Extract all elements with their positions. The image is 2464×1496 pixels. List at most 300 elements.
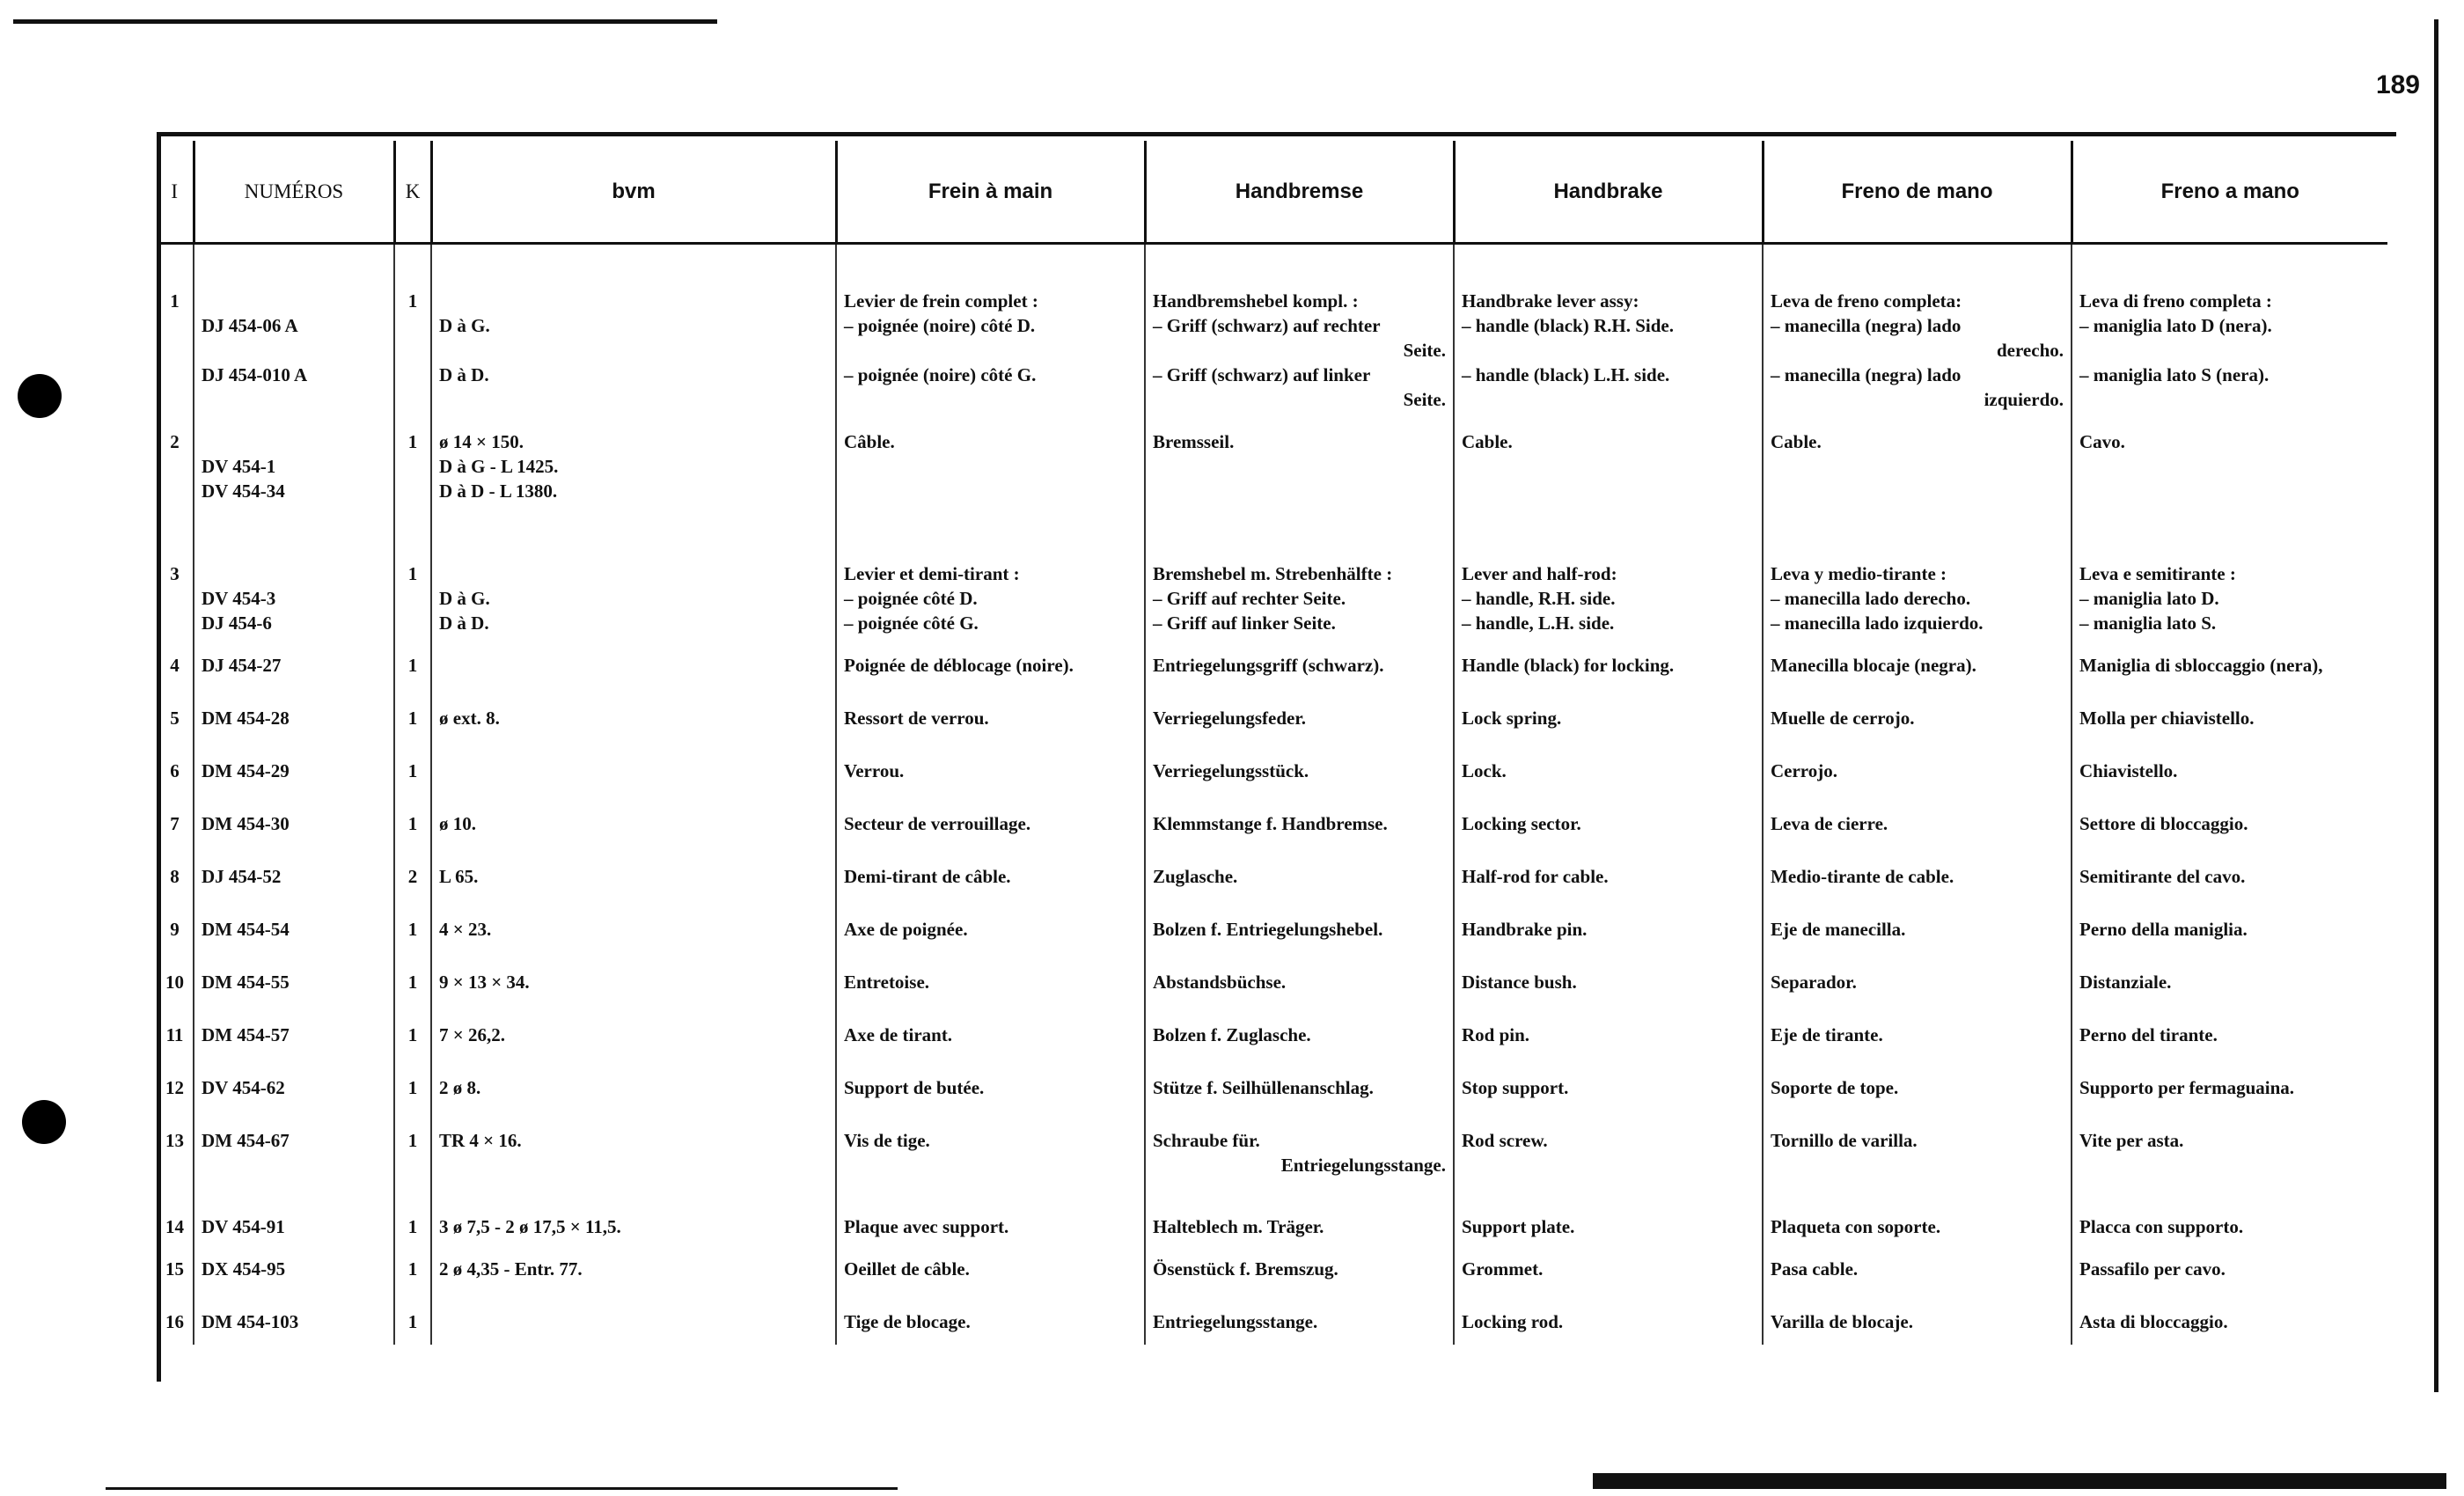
cell-spanish — [1763, 1292, 2072, 1345]
cell-spanish — [1763, 688, 2072, 741]
cell-bvm — [431, 1111, 836, 1181]
cell-index — [157, 847, 194, 899]
header-english: Handbrake — [1454, 141, 1763, 244]
cell-k — [394, 1292, 431, 1345]
cell-line: Eje de manecilla. — [1771, 919, 1906, 940]
cell-line: 1 — [407, 1258, 418, 1280]
cell-line: Vite per asta. — [2079, 1130, 2184, 1151]
cell-line: ø ext. 8. — [439, 708, 500, 729]
cell-line: – Griff auf linker Seite. — [1153, 612, 1336, 634]
cell-line — [439, 289, 828, 313]
cell-line: Entriegelungsstange. — [1153, 1311, 1318, 1332]
cell-german — [1145, 688, 1454, 741]
cell-index — [157, 517, 194, 635]
cell-italian — [2072, 635, 2387, 688]
cell-line: 13 — [165, 1130, 184, 1151]
cell-italian — [2072, 1111, 2387, 1181]
cell-numeros — [194, 635, 394, 688]
cell-line: – manecilla (negra) lado — [1771, 364, 1962, 385]
cell-spanish — [1763, 635, 2072, 688]
cell-line: D à G. — [439, 315, 490, 336]
cell-line: Bolzen f. Zuglasche. — [1153, 1024, 1311, 1045]
cell-numeros — [194, 1239, 394, 1292]
cell-line: DM 454-67 — [202, 1130, 290, 1151]
cell-line: Perno del tirante. — [2079, 1024, 2218, 1045]
cell-line: Leva di freno completa : — [2079, 290, 2272, 312]
cell-line: 9 — [170, 919, 180, 940]
cell-italian — [2072, 688, 2387, 741]
cell-french — [836, 952, 1145, 1005]
cell-k — [394, 1111, 431, 1181]
cell-index — [157, 1005, 194, 1058]
cell-bvm — [431, 899, 836, 952]
top-left-rule — [13, 19, 717, 24]
cell-line: 16 — [165, 1311, 184, 1332]
cell-line: – manecilla lado izquierdo. — [1771, 612, 1984, 634]
cell-italian — [2072, 244, 2387, 413]
table-row — [157, 1058, 2387, 1111]
cell-german — [1145, 1005, 1454, 1058]
cell-german — [1145, 244, 1454, 413]
cell-line: 11 — [165, 1024, 184, 1045]
table-body — [157, 244, 2387, 1346]
cell-line: Cerrojo. — [1771, 760, 1837, 781]
cell-line: Plaque avec support. — [844, 1216, 1009, 1237]
cell-line: Bremsseil. — [1153, 431, 1235, 452]
cell-line: Oeillet de câble. — [844, 1258, 970, 1280]
table-row — [157, 244, 2387, 413]
cell-line: Rod pin. — [1462, 1024, 1530, 1045]
cell-bvm — [431, 1058, 836, 1111]
cell-line: DJ 454-6 — [202, 612, 272, 634]
cell-line: Half-rod for cable. — [1462, 866, 1609, 887]
cell-line: 1 — [407, 563, 418, 584]
cell-k — [394, 412, 431, 517]
cell-k — [394, 1058, 431, 1111]
cell-line — [439, 338, 828, 363]
cell-bvm — [431, 517, 836, 635]
cell-bvm — [431, 688, 836, 741]
cell-k — [394, 635, 431, 688]
cell-line: Cable. — [1771, 431, 1822, 452]
cell-line: – maniglia lato S (nera). — [2079, 364, 2270, 385]
cell-line: 1 — [407, 1130, 418, 1151]
cell-german — [1145, 1181, 1454, 1239]
cell-line: Lock spring. — [1462, 708, 1562, 729]
cell-line: 1 — [407, 290, 418, 312]
cell-line: izquierdo. — [1984, 389, 2064, 410]
cell-line: DV 454-91 — [202, 1216, 285, 1237]
cell-numeros — [194, 517, 394, 635]
cell-line — [844, 338, 1137, 363]
table-row — [157, 1292, 2387, 1345]
cell-line: DM 454-54 — [202, 919, 290, 940]
cell-k — [394, 517, 431, 635]
cell-line: Pasa cable. — [1771, 1258, 1859, 1280]
cell-line: Manecilla blocaje (negra). — [1771, 655, 1976, 676]
cell-bvm — [431, 635, 836, 688]
cell-line: 8 — [170, 866, 180, 887]
cell-index — [157, 1292, 194, 1345]
cell-line: 1 — [407, 708, 418, 729]
header-italian: Freno a mano — [2072, 141, 2387, 244]
cell-line: Tige de blocage. — [844, 1311, 971, 1332]
cell-line: Leva e semitirante : — [2079, 563, 2236, 584]
cell-german — [1145, 412, 1454, 517]
cell-line — [439, 1309, 828, 1334]
cell-line: – Griff (schwarz) auf rechter — [1153, 315, 1381, 336]
cell-line: – poignée côté D. — [844, 588, 978, 609]
cell-french — [836, 741, 1145, 794]
cell-line: Grommet. — [1462, 1258, 1544, 1280]
cell-spanish — [1763, 244, 2072, 413]
cell-french — [836, 635, 1145, 688]
cell-line: 3 — [170, 563, 180, 584]
cell-line: ø 10. — [439, 813, 476, 834]
cell-line: – handle (black) R.H. Side. — [1462, 315, 1674, 336]
cell-line: Locking sector. — [1462, 813, 1581, 834]
cell-bvm — [431, 1292, 836, 1345]
cell-french — [836, 244, 1145, 413]
bottom-rule-thick — [1593, 1473, 2446, 1489]
cell-k — [394, 1239, 431, 1292]
cell-french — [836, 412, 1145, 517]
table-row — [157, 1239, 2387, 1292]
cell-bvm — [431, 1181, 836, 1239]
cell-bvm — [431, 741, 836, 794]
cell-german — [1145, 635, 1454, 688]
cell-index — [157, 1058, 194, 1111]
cell-line: DM 454-30 — [202, 813, 290, 834]
cell-bvm — [431, 794, 836, 847]
cell-k — [394, 952, 431, 1005]
cell-line: 1 — [407, 972, 418, 993]
cell-line: Câble. — [844, 431, 895, 452]
header-french: Frein à main — [836, 141, 1145, 244]
cell-line: 2 — [407, 866, 418, 887]
punch-hole-bottom — [22, 1100, 66, 1144]
cell-k — [394, 741, 431, 794]
cell-line: DM 454-55 — [202, 972, 290, 993]
cell-line: D à D. — [439, 612, 489, 634]
table-row — [157, 412, 2387, 517]
cell-line: – maniglia lato D. — [2079, 588, 2219, 609]
cell-line: Abstandsbüchse. — [1153, 972, 1287, 993]
punch-hole-top — [18, 374, 62, 418]
cell-index — [157, 244, 194, 413]
cell-italian — [2072, 1292, 2387, 1345]
cell-line: 6 — [170, 760, 180, 781]
cell-index — [157, 635, 194, 688]
cell-italian — [2072, 517, 2387, 635]
cell-english — [1454, 1058, 1763, 1111]
cell-line — [202, 338, 386, 363]
cell-spanish — [1763, 1239, 2072, 1292]
cell-italian — [2072, 1005, 2387, 1058]
cell-numeros — [194, 847, 394, 899]
cell-line: Rod screw. — [1462, 1130, 1548, 1151]
cell-line: Perno della maniglia. — [2079, 919, 2248, 940]
cell-english — [1454, 1239, 1763, 1292]
cell-english — [1454, 952, 1763, 1005]
cell-line: – poignée (noire) côté D. — [844, 315, 1036, 336]
table-row — [157, 899, 2387, 952]
cell-line: DV 454-62 — [202, 1077, 285, 1098]
table-row — [157, 1111, 2387, 1181]
cell-italian — [2072, 412, 2387, 517]
cell-line: Zuglasche. — [1153, 866, 1238, 887]
table-row — [157, 847, 2387, 899]
cell-line: DJ 454-52 — [202, 866, 282, 887]
cell-line: Semitirante del cavo. — [2079, 866, 2246, 887]
cell-index — [157, 952, 194, 1005]
bottom-rule-thin — [106, 1487, 898, 1490]
cell-index — [157, 688, 194, 741]
cell-k — [394, 794, 431, 847]
cell-line: D à D. — [439, 364, 489, 385]
cell-italian — [2072, 741, 2387, 794]
cell-line: Handbremshebel kompl. : — [1153, 290, 1359, 312]
cell-spanish — [1763, 952, 2072, 1005]
cell-line: Axe de tirant. — [844, 1024, 953, 1045]
cell-line: Cavo. — [2079, 431, 2125, 452]
cell-line: Stop support. — [1462, 1077, 1569, 1098]
cell-german — [1145, 517, 1454, 635]
cell-line — [1462, 338, 1755, 363]
cell-line — [439, 759, 828, 783]
cell-spanish — [1763, 847, 2072, 899]
header-index: I — [157, 141, 194, 244]
cell-german — [1145, 1111, 1454, 1181]
cell-line: 1 — [407, 1077, 418, 1098]
cell-line: DJ 454-06 A — [202, 315, 298, 336]
cell-line: DM 454-28 — [202, 708, 290, 729]
cell-numeros — [194, 1181, 394, 1239]
cell-french — [836, 688, 1145, 741]
cell-english — [1454, 412, 1763, 517]
cell-numeros — [194, 794, 394, 847]
cell-line: 3 ø 7,5 - 2 ø 17,5 × 11,5. — [439, 1216, 621, 1237]
cell-line: 5 — [170, 708, 180, 729]
cell-line: Support de butée. — [844, 1077, 985, 1098]
cell-german — [1145, 952, 1454, 1005]
cell-index — [157, 1111, 194, 1181]
cell-line: Separador. — [1771, 972, 1857, 993]
cell-line: 10 — [165, 972, 184, 993]
cell-english — [1454, 741, 1763, 794]
cell-french — [836, 1292, 1145, 1345]
cell-line: – Griff (schwarz) auf linker — [1153, 364, 1371, 385]
cell-numeros — [194, 1292, 394, 1345]
header-german: Handbremse — [1145, 141, 1454, 244]
cell-line: Handbrake pin. — [1462, 919, 1588, 940]
table-row — [157, 517, 2387, 635]
cell-k — [394, 847, 431, 899]
cell-italian — [2072, 952, 2387, 1005]
cell-bvm — [431, 952, 836, 1005]
cell-line: 1 — [170, 290, 180, 312]
cell-line: Verriegelungsstück. — [1153, 760, 1309, 781]
header-row — [157, 141, 2387, 244]
cell-line: TR 4 × 16. — [439, 1130, 522, 1151]
cell-line: DM 454-29 — [202, 760, 290, 781]
cell-line: DV 454-34 — [202, 480, 285, 502]
cell-english — [1454, 899, 1763, 952]
cell-line: Stütze f. Seilhüllenanschlag. — [1153, 1077, 1374, 1098]
cell-english — [1454, 688, 1763, 741]
cell-line: 1 — [407, 655, 418, 676]
cell-numeros — [194, 1111, 394, 1181]
cell-k — [394, 899, 431, 952]
cell-line: Asta di bloccaggio. — [2079, 1311, 2228, 1332]
cell-line: – maniglia lato S. — [2079, 612, 2217, 634]
cell-english — [1454, 635, 1763, 688]
cell-bvm — [431, 1239, 836, 1292]
cell-line: Eje de tirante. — [1771, 1024, 1883, 1045]
cell-english — [1454, 1005, 1763, 1058]
cell-english — [1454, 244, 1763, 413]
cell-line: Maniglia di sbloccaggio (nera), — [2079, 655, 2323, 676]
cell-italian — [2072, 847, 2387, 899]
cell-line: 15 — [165, 1258, 184, 1280]
cell-line: Medio-tirante de cable. — [1771, 866, 1954, 887]
cell-line: 14 — [165, 1216, 184, 1237]
cell-line: Entriegelungsstange. — [1280, 1155, 1446, 1176]
header-spanish: Freno de mano — [1763, 141, 2072, 244]
cell-line: Muelle de cerrojo. — [1771, 708, 1915, 729]
cell-english — [1454, 517, 1763, 635]
cell-line: Seite. — [1403, 340, 1446, 361]
cell-numeros — [194, 1005, 394, 1058]
cell-line: Lever and half-rod: — [1462, 563, 1617, 584]
cell-line: – handle, L.H. side. — [1462, 612, 1615, 634]
cell-italian — [2072, 794, 2387, 847]
right-edge-rule — [2434, 19, 2438, 1392]
cell-french — [836, 899, 1145, 952]
cell-index — [157, 1239, 194, 1292]
table-row — [157, 635, 2387, 688]
cell-line — [439, 653, 828, 678]
table-row — [157, 952, 2387, 1005]
cell-k — [394, 244, 431, 413]
cell-line: – maniglia lato D (nera). — [2079, 315, 2272, 336]
cell-spanish — [1763, 741, 2072, 794]
cell-line: D à G. — [439, 588, 490, 609]
cell-spanish — [1763, 1111, 2072, 1181]
cell-line: Plaqueta con soporte. — [1771, 1216, 1941, 1237]
cell-line: Seite. — [1403, 389, 1446, 410]
cell-index — [157, 794, 194, 847]
cell-index — [157, 899, 194, 952]
cell-line: Levier et demi-tirant : — [844, 563, 1020, 584]
cell-line: Handle (black) for locking. — [1462, 655, 1675, 676]
cell-italian — [2072, 1239, 2387, 1292]
cell-french — [836, 1181, 1145, 1239]
table-row — [157, 1181, 2387, 1239]
cell-line: Support plate. — [1462, 1216, 1575, 1237]
cell-english — [1454, 1181, 1763, 1239]
cell-numeros — [194, 899, 394, 952]
cell-line: DJ 454-27 — [202, 655, 282, 676]
cell-line: Bolzen f. Entriegelungshebel. — [1153, 919, 1383, 940]
cell-english — [1454, 1111, 1763, 1181]
cell-line: Secteur de verrouillage. — [844, 813, 1031, 834]
cell-line — [202, 561, 386, 586]
cell-line: DM 454-57 — [202, 1024, 290, 1045]
cell-line: Verrou. — [844, 760, 905, 781]
cell-line: Molla per chiavistello. — [2079, 708, 2255, 729]
cell-line: 7 × 26,2. — [439, 1024, 505, 1045]
cell-french — [836, 1239, 1145, 1292]
cell-numeros — [194, 412, 394, 517]
cell-line: DV 454-1 — [202, 456, 276, 477]
cell-line: 2 — [170, 431, 180, 452]
cell-line: 1 — [407, 1024, 418, 1045]
cell-french — [836, 794, 1145, 847]
cell-k — [394, 1005, 431, 1058]
cell-line: 2 ø 8. — [439, 1077, 481, 1098]
cell-german — [1145, 1239, 1454, 1292]
cell-english — [1454, 1292, 1763, 1345]
cell-line: – poignée (noire) côté G. — [844, 364, 1037, 385]
cell-english — [1454, 847, 1763, 899]
cell-index — [157, 412, 194, 517]
cell-line: DV 454-3 — [202, 588, 276, 609]
cell-line: – manecilla lado derecho. — [1771, 588, 1971, 609]
cell-line: 2 ø 4,35 - Entr. 77. — [439, 1258, 583, 1280]
cell-numeros — [194, 1058, 394, 1111]
cell-line: – poignée côté G. — [844, 612, 979, 634]
header-numeros: NUMÉROS — [194, 141, 394, 244]
cell-spanish — [1763, 1005, 2072, 1058]
cell-line: 1 — [407, 813, 418, 834]
cell-line: 1 — [407, 431, 418, 452]
cell-line: Handbrake lever assy: — [1462, 290, 1639, 312]
cell-line: Distanziale. — [2079, 972, 2172, 993]
cell-line: DX 454-95 — [202, 1258, 286, 1280]
cell-line: Leva de cierre. — [1771, 813, 1888, 834]
cell-line: Klemmstange f. Handbremse. — [1153, 813, 1388, 834]
cell-line: ø 14 × 150. — [439, 431, 524, 452]
cell-numeros — [194, 741, 394, 794]
cell-line: Cable. — [1462, 431, 1513, 452]
cell-line: 12 — [165, 1077, 184, 1098]
cell-line: Schraube für. — [1153, 1130, 1260, 1151]
cell-spanish — [1763, 794, 2072, 847]
cell-line: L 65. — [439, 866, 479, 887]
cell-italian — [2072, 899, 2387, 952]
cell-line: Passafilo per cavo. — [2079, 1258, 2226, 1280]
table-row — [157, 688, 2387, 741]
cell-line: Bremshebel m. Strebenhälfte : — [1153, 563, 1393, 584]
cell-numeros — [194, 244, 394, 413]
cell-line: – Griff auf rechter Seite. — [1153, 588, 1346, 609]
cell-line: 1 — [407, 1216, 418, 1237]
cell-line: 4 × 23. — [439, 919, 492, 940]
cell-line: DJ 454-010 A — [202, 364, 308, 385]
cell-french — [836, 1005, 1145, 1058]
table-row — [157, 794, 2387, 847]
header-k: K — [394, 141, 431, 244]
cell-line: – manecilla (negra) lado — [1771, 315, 1962, 336]
cell-line: Entretoise. — [844, 972, 930, 993]
cell-line: 7 — [170, 813, 180, 834]
cell-line: Leva de freno completa: — [1771, 290, 1962, 312]
cell-line: Poignée de déblocage (noire). — [844, 655, 1074, 676]
cell-line: Axe de poignée. — [844, 919, 968, 940]
cell-italian — [2072, 1181, 2387, 1239]
cell-spanish — [1763, 1181, 2072, 1239]
